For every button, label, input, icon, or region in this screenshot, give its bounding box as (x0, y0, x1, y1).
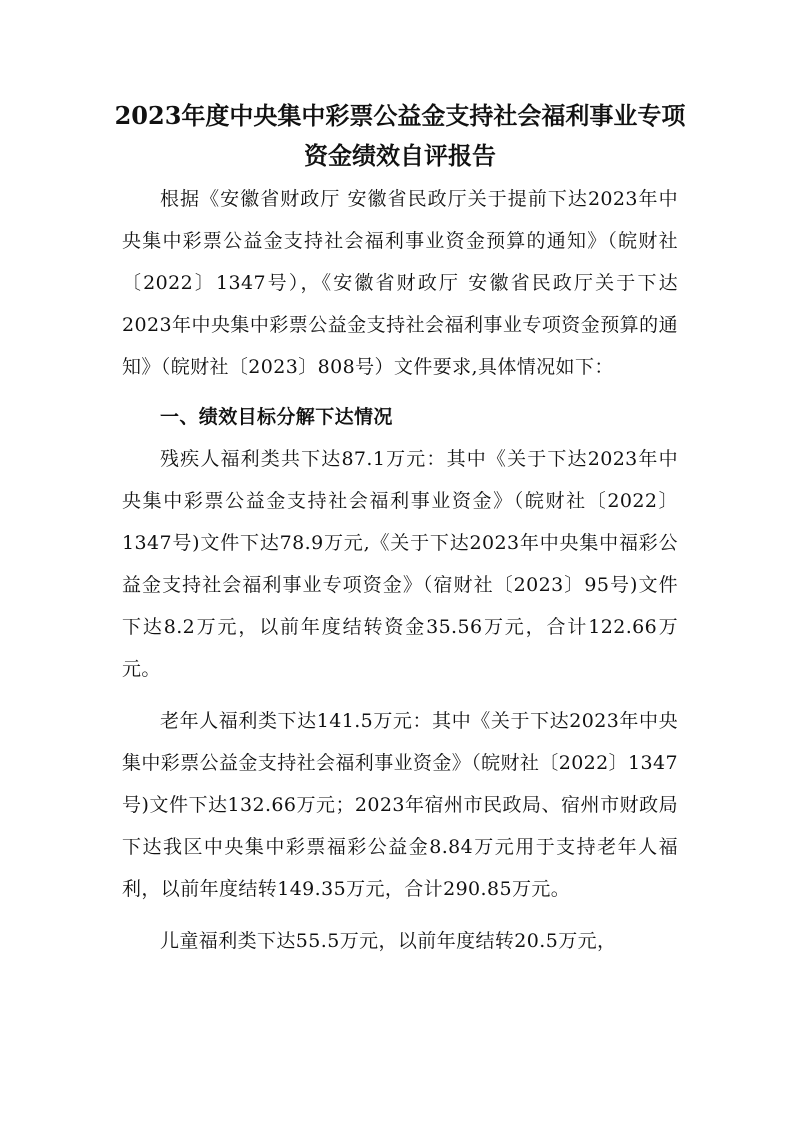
disabled-welfare-paragraph: 残疾人福利类共下达87.1万元：其中《关于下达2023年中央集中彩票公益金支持社会福利事业资金》（皖财社〔2022〕1347号)文件下达78.9万元,《关于下达2023年中央集中福彩公益金支持社会福利事业专项资金》（宿财社〔2023〕95号)文件下达8.2万元，以前年度结转资金35.56万元，合计122.66万元。 (122, 448, 678, 680)
document-body (122, 178, 678, 962)
children-welfare-paragraph: 儿童福利类下达55.5万元，以前年度结转20.5万元， (160, 930, 617, 952)
intro-paragraph: 根据《安徽省财政厅 安徽省民政厅关于提前下达2023年中央集中彩票公益金支持社会福利事业资金预算的通知》（皖财社〔2022〕1347号），《安徽省财政厅 安徽省民政厅关于下达2023年中央集中彩票公益金支持社会福利事业专项资金预算的通知》（皖财社〔2023〕808号）文件要求,具体情况如下： (122, 188, 678, 378)
document-title: 2023年度中央集中彩票公益金支持社会福利事业专项资金绩效自评报告 (114, 101, 686, 170)
section-heading: 一、绩效目标分解下达情况 (160, 406, 393, 428)
elderly-welfare-paragraph: 老年人福利类下达141.5万元：其中《关于下达2023年中央集中彩票公益金支持社会福利事业资金》（皖财社〔2022〕1347号)文件下达132.66万元；2023年宿州市民政局、宿州市财政局下达我区中央集中彩票福彩公益金8.84万元用于支持老年人福利，以前年度结转149.35万元，合计290.85万元。 (122, 710, 679, 900)
